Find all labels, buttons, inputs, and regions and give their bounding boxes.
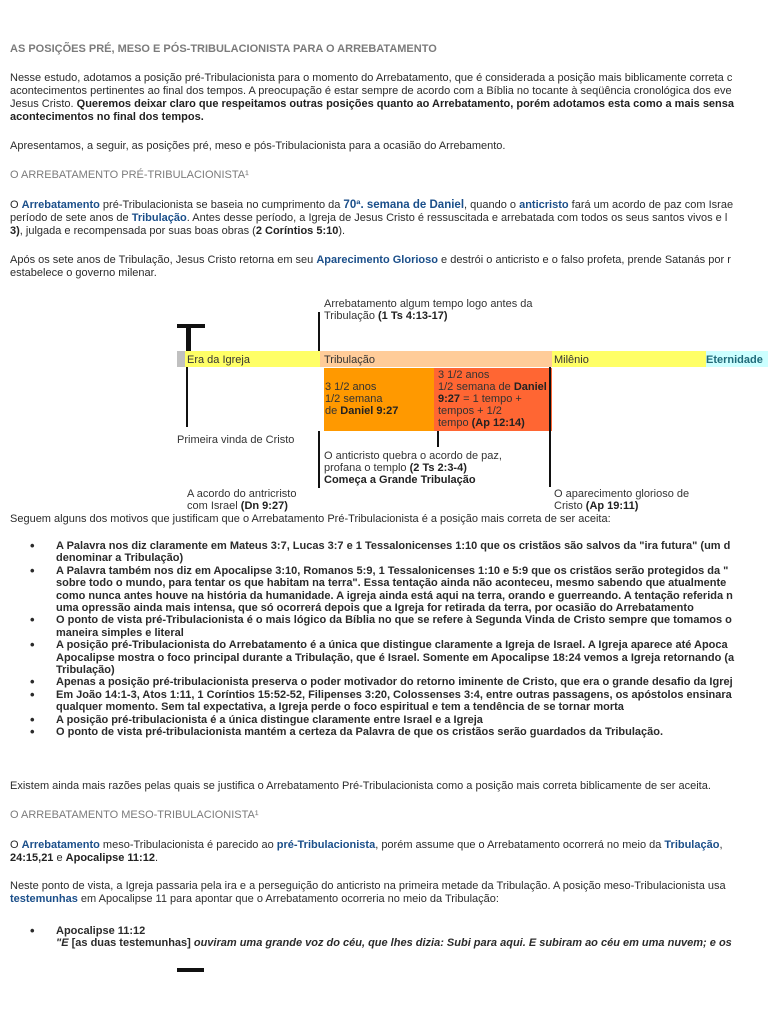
link-70-semana-daniel[interactable]: 70ª. semana de Daniel <box>343 199 465 211</box>
text: com Israel <box>187 500 241 512</box>
link-pre-tribulacionista[interactable]: pré-Tribulacionista <box>276 839 376 851</box>
first-coming-label: Primeira vinda de Cristo <box>177 434 295 446</box>
pre-paragraph-2 <box>10 254 768 280</box>
reason-line: • A posição pré-tribulacionista é a única distingue claramente entre Israel e a Igreja <box>56 713 483 726</box>
quote-ref: • Apocalipse 11:12 <box>56 925 146 937</box>
meso-paragraph-1 <box>10 839 768 865</box>
reason-item <box>28 676 768 688</box>
text: Cristo <box>554 500 586 512</box>
arrebatamento-pointer <box>318 312 320 352</box>
link-arrebatamento[interactable]: Arrebatamento <box>21 199 100 211</box>
line: tempos + 1/2 <box>438 405 502 417</box>
reason-item <box>28 540 768 565</box>
text: fará um acordo de paz com Israe <box>568 199 734 211</box>
text: ouviram uma grande voz do céu, que lhes dizia: Subi para aqui. E subiram ao céu em uma nuvem; e os <box>190 937 732 950</box>
reasons-list <box>28 540 768 739</box>
link-testemunhas[interactable]: testemunhas <box>10 893 78 905</box>
reason-item <box>28 689 768 714</box>
reason-line: uma opressão ainda mais intensa, que só ocorrerá depois que a Igreja for retirada da terra, por ocasião do Arrebatamento <box>56 602 694 615</box>
intro-text: Jesus Cristo. <box>10 98 77 110</box>
first-coming-pointer <box>186 367 188 427</box>
label-milenio: Milênio <box>554 354 589 366</box>
line <box>438 381 547 393</box>
text: Após os sete anos de Tribulação, Jesus Cristo retorna em seu <box>10 254 317 266</box>
text: , <box>719 839 723 851</box>
present-paragraph: Apresentamos, a seguir, as posições pré, meso e pós-Tribulacionista para a ocasião do Arrebamento. <box>10 140 506 152</box>
appearing-note <box>554 488 689 512</box>
bold-ref: Começa a Grande Tribulação <box>324 474 476 486</box>
quote-item <box>28 925 768 950</box>
text: "E <box>56 937 72 950</box>
text: O <box>10 839 22 851</box>
line <box>324 474 502 486</box>
text: , quando o <box>464 199 520 211</box>
quote-text <box>56 937 768 949</box>
meso-heading: O ARREBATAMENTO MESO-TRIBULACIONISTA¹ <box>10 809 259 821</box>
reason-line: • A Palavra nos diz claramente em Mateus 3:7, Lucas 3:7 e 1 Tessalonicenses 1:10 que os cristãos são salvos da "ira futura" (um d <box>56 540 731 552</box>
text: ). <box>338 225 346 237</box>
bold-ref: (2 Ts 2:3-4) <box>409 462 467 474</box>
break-pointer <box>437 431 439 447</box>
more-reasons: Existem ainda mais razões pelas quais se justifica o Arrebatamento Pré-Tribulacionista como a posição mais correta biblicamente de ser aceita. <box>10 780 711 792</box>
meso-line <box>10 852 768 865</box>
bar-grey <box>177 351 185 367</box>
line: 3 1/2 anos <box>438 369 490 381</box>
bold-ref: 3) <box>10 225 20 237</box>
break-note <box>324 450 502 486</box>
intro-line <box>10 98 768 111</box>
reason-line: qualquer momento. Sem tal expectativa, a Igreja perde o foco espiritual e tem a tendência de se tornar morta <box>56 701 624 714</box>
reasons-intro: Seguem alguns dos motivos que justificam que o Arrebatamento Pré-Tribulacionista é a posição mais correta de ser aceita: <box>10 513 611 525</box>
pre-heading: O ARREBATAMENTO PRÉ-TRIBULACIONISTA¹ <box>10 169 249 181</box>
text: de <box>325 405 341 417</box>
agreement-pointer <box>318 431 320 488</box>
line: O aparecimento glorioso de <box>554 488 690 500</box>
first-half-text <box>325 381 398 417</box>
bold-ref: (Dn 9:27) <box>240 500 288 512</box>
intro-bold: acontecimentos no final dos tempos. <box>10 111 204 123</box>
text: tempo <box>438 417 472 429</box>
note-line <box>324 310 533 322</box>
reason-item <box>28 726 768 738</box>
line: A acordo do antricristo <box>187 488 297 500</box>
text: e <box>53 852 66 864</box>
text: . <box>154 852 159 864</box>
meso-paragraph-2 <box>10 880 768 906</box>
t-marker-icon <box>177 324 205 328</box>
meso-line <box>10 893 768 906</box>
line: 3 1/2 anos <box>325 381 377 393</box>
text: e destrói o anticristo e o falso profeta, prende Satanás por r <box>437 254 731 266</box>
line <box>438 393 547 405</box>
bold-ref: Daniel 9:27 <box>340 405 399 417</box>
reason-line: como nunca antes houve na história da humanidade. A igreja ainda está aqui na terra, orando e guerreando. A tentação referida n <box>56 589 733 602</box>
line <box>324 462 502 474</box>
text: pré-Tribulacionista se baseia no cumprimento da <box>99 199 344 211</box>
bold-ref: 2 Coríntios 5:10 <box>255 225 339 237</box>
text: [as duas testemunhas] <box>71 937 191 950</box>
reason-line: • A posição pré-Tribulacionista do Arrebatamento é a única que distingue claramente a Igreja de Israel. A Igreja aparece até Apoca <box>56 639 728 652</box>
link-aparecimento-glorioso[interactable]: Aparecimento Glorioso <box>316 254 438 266</box>
link-arrebatamento[interactable]: Arrebatamento <box>21 839 100 851</box>
pre-line <box>10 254 768 267</box>
link-tribulacao[interactable]: Tribulação <box>664 839 720 851</box>
intro-line <box>10 111 768 124</box>
link-anticristo[interactable]: anticristo <box>519 199 569 211</box>
intro-bold: Queremos deixar claro que respeitamos outras posições quanto ao Arrebatamento, porém adotamos esta como a mais sensa <box>76 98 735 110</box>
reason-line: • A Palavra também nos diz em Apocalipse 3:10, Romanos 5:9, 1 Tessalonicenses 1:10 e 5:9 que os cristãos serão protegidos da " <box>56 564 729 577</box>
text: = 1 tempo + <box>460 393 522 405</box>
reason-line: Tribulação) <box>56 664 115 677</box>
reason-line: sobre todo o mundo, para tentar os que habitam na terra". Essa tentação ainda não aconteceu, mesmo sabendo que atualmente <box>56 577 727 590</box>
bottom-marker-icon <box>177 968 204 972</box>
label-tribulacao: Tribulação <box>324 354 375 366</box>
note-line: Arrebatamento algum tempo logo antes da <box>324 298 533 310</box>
bold-ref: Apocalipse 11:12 <box>65 852 155 864</box>
reason-line: Apocalipse mostra o foco principal durante a Tribulação, que é Israel. Somente em Apocalipse 18:24 vemos a Igreja retornando (a <box>56 651 735 664</box>
quote-list <box>28 925 768 950</box>
text: profana o templo <box>324 462 410 474</box>
text: O <box>10 199 22 211</box>
line <box>325 405 398 417</box>
line <box>554 500 689 512</box>
reason-line: • Em João 14:1-3, Atos 1:11, 1 Coríntios 15:52-52, Filipenses 3:20, Colossenses 3:4, entre outras passagens, os apóstolos ensinara <box>56 688 732 701</box>
reason-line: • O ponto de vista pré-tribulacionista mantém a certeza da Palavra de que os cristãos serão guardados da Tribulação. <box>56 726 664 739</box>
reason-line: maneira simples e literal <box>56 626 184 639</box>
text: em Apocalipse 11 para apontar que o Arrebatamento ocorreria no meio da Tribulação: <box>77 893 499 905</box>
pre-paragraph-1 <box>10 199 768 238</box>
reason-item <box>28 614 768 639</box>
bold-ref: 9:27 <box>438 393 461 405</box>
text: período de sete anos de <box>10 212 132 224</box>
pre-line <box>10 225 768 238</box>
reason-item <box>28 565 768 615</box>
t-marker-stem <box>186 324 191 351</box>
bold-ref: Daniel <box>513 381 547 393</box>
arrebatamento-note <box>324 298 533 322</box>
page-title: AS POSIÇÕES PRÉ, MESO E PÓS-TRIBULACIONISTA PARA O ARREBATAMENTO <box>10 43 437 55</box>
intro-line: Nesse estudo, adotamos a posição pré-Tribulacionista para o momento do Arrebatamento, que é considerada a posição mais biblicamente correta c <box>10 72 733 84</box>
text: . Antes desse período, a Igreja de Jesus Cristo é ressuscitada e arrebatada com todos os seus santos vivos e l <box>186 212 728 224</box>
reason-line: • Apenas a posição pré-tribulacionista preserva o poder motivador do retorno iminente de Cristo, que era o grande desafio da Igrej <box>56 676 733 689</box>
pre-line <box>10 199 768 212</box>
reason-item <box>28 714 768 726</box>
reason-line: denominar a Tribulação) <box>56 552 184 565</box>
bold-ref: (Ap 12:14) <box>471 417 525 429</box>
text: 1/2 semana de <box>438 381 514 393</box>
text: meso-Tribulacionista é parecido ao <box>99 839 277 851</box>
text: , porém assume que o Arrebatamento ocorrerá no meio da <box>375 839 665 851</box>
line <box>438 417 547 429</box>
label-eternidade: Eternidade <box>706 354 763 366</box>
intro-paragraph <box>10 72 768 124</box>
reason-item <box>28 639 768 676</box>
intro-line: acontecimentos pertinentes ao final dos tempos. A preocupação é estar sempre de acordo com a Bíblia no tocante à seqüência cronológica dos eve <box>10 85 732 97</box>
line: O anticristo quebra o acordo de paz, <box>324 450 502 462</box>
pre-line <box>10 212 768 225</box>
link-tribulacao[interactable]: Tribulação <box>131 212 187 224</box>
pre-line: estabelece o governo milenar. <box>10 267 157 279</box>
bold-ref: (Ap 19:11) <box>585 500 639 512</box>
appearing-pointer <box>549 367 551 487</box>
agreement-note <box>187 488 296 512</box>
bold-ref: 24:15,21 <box>10 852 54 864</box>
second-half-text <box>438 369 547 429</box>
meso-line <box>10 839 768 852</box>
line <box>187 500 296 512</box>
label-era-igreja: Era da Igreja <box>187 354 250 366</box>
text: Tribulação <box>324 310 379 322</box>
text: , julgada e recompensada por suas boas obras ( <box>19 225 256 237</box>
reason-line: • O ponto de vista pré-Tribulacionista é o mais lógico da Bíblia no que se refere à Segunda Vinda de Cristo sempre que tomamos o <box>56 614 732 627</box>
bold-ref: (1 Ts 4:13-17) <box>378 310 448 322</box>
line: 1/2 semana <box>325 393 383 405</box>
meso-line: Neste ponto de vista, a Igreja passaria pela ira e a perseguição do anticristo na primeira metade da Tribulação. A posição meso-Tribulacionista usa <box>10 880 726 892</box>
